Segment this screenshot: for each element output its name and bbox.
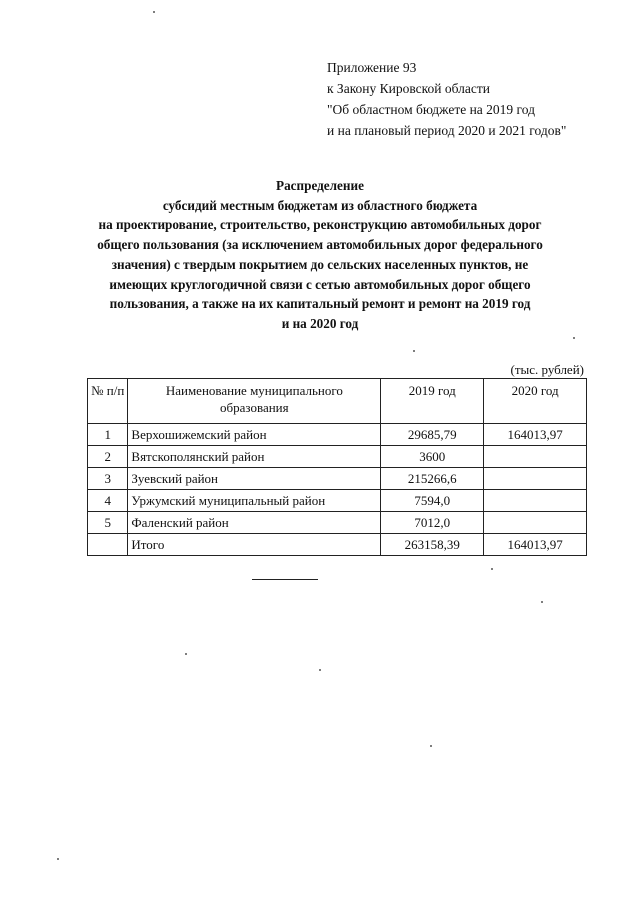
- row-num: 1: [88, 424, 128, 446]
- row-2019: 3600: [381, 446, 484, 468]
- table-row: [88, 512, 587, 534]
- row-2019: 7012,0: [381, 512, 484, 534]
- title-line: на проектирование, строительство, реконструкцию автомобильных дорог: [98, 217, 542, 233]
- appendix-line: Приложение 93: [327, 60, 417, 75]
- table-row: [88, 490, 587, 512]
- title-line: общего пользования (за исключением автомобильных дорог федерального: [97, 237, 543, 253]
- header-name: Наименование муниципального образования: [128, 379, 381, 424]
- header-2019: 2019 год: [381, 379, 484, 424]
- scan-speck: [319, 669, 321, 671]
- scan-speck: [57, 858, 59, 860]
- title-line: имеющих круглогодичной связи с сетью автомобильных дорог общего: [109, 276, 531, 292]
- table-row: [88, 424, 587, 446]
- scan-speck: [413, 350, 415, 352]
- row-name: Верхошижемский район: [128, 424, 381, 446]
- header-num: № п/п: [88, 379, 128, 424]
- table-total-row: [88, 534, 587, 556]
- row-2020: [484, 490, 587, 512]
- header-2020: 2020 год: [484, 379, 587, 424]
- title-line: значения) с твердым покрытием до сельских населенных пунктов, не: [111, 256, 529, 272]
- subsidy-table: [87, 378, 587, 556]
- closing-rule: [252, 579, 318, 580]
- title-line: пользования, а также на их капитальный ремонт и ремонт на 2019 год: [109, 296, 531, 312]
- row-2020: [484, 446, 587, 468]
- total-num: [88, 534, 128, 556]
- title-line: субсидий местным бюджетам из областного бюджета: [162, 197, 478, 213]
- title-line: Распределение: [276, 178, 364, 193]
- row-num: 2: [88, 446, 128, 468]
- scan-speck: [430, 745, 432, 747]
- row-2020: 164013,97: [484, 424, 587, 446]
- document-title: [60, 176, 580, 334]
- title-line: и на 2020 год: [281, 315, 359, 331]
- row-name: Вятскополянский район: [128, 446, 381, 468]
- row-num: 4: [88, 490, 128, 512]
- units-label: (тыс. рублей): [510, 362, 584, 377]
- appendix-header: [327, 57, 566, 141]
- appendix-line: к Закону Кировской области: [327, 81, 491, 96]
- row-2019: 29685,79: [381, 424, 484, 446]
- row-name: Фаленский район: [128, 512, 381, 534]
- scan-speck: [541, 601, 543, 603]
- row-num: 3: [88, 468, 128, 490]
- appendix-line: и на плановый период 2020 и 2021 годов": [327, 123, 567, 138]
- row-name: Уржумский муниципальный район: [128, 490, 381, 512]
- total-2019: 263158,39: [381, 534, 484, 556]
- row-2020: [484, 468, 587, 490]
- row-2020: [484, 512, 587, 534]
- table-header-row: [88, 379, 587, 424]
- scan-speck: [185, 653, 187, 655]
- appendix-line: "Об областном бюджете на 2019 год: [327, 102, 535, 117]
- total-2020: 164013,97: [484, 534, 587, 556]
- scan-speck: [153, 11, 155, 13]
- table-row: [88, 446, 587, 468]
- scan-speck: [573, 337, 575, 339]
- row-2019: 215266,6: [381, 468, 484, 490]
- table-row: [88, 468, 587, 490]
- row-name: Зуевский район: [128, 468, 381, 490]
- row-2019: 7594,0: [381, 490, 484, 512]
- scan-speck: [491, 568, 493, 570]
- total-name: Итого: [128, 534, 381, 556]
- row-num: 5: [88, 512, 128, 534]
